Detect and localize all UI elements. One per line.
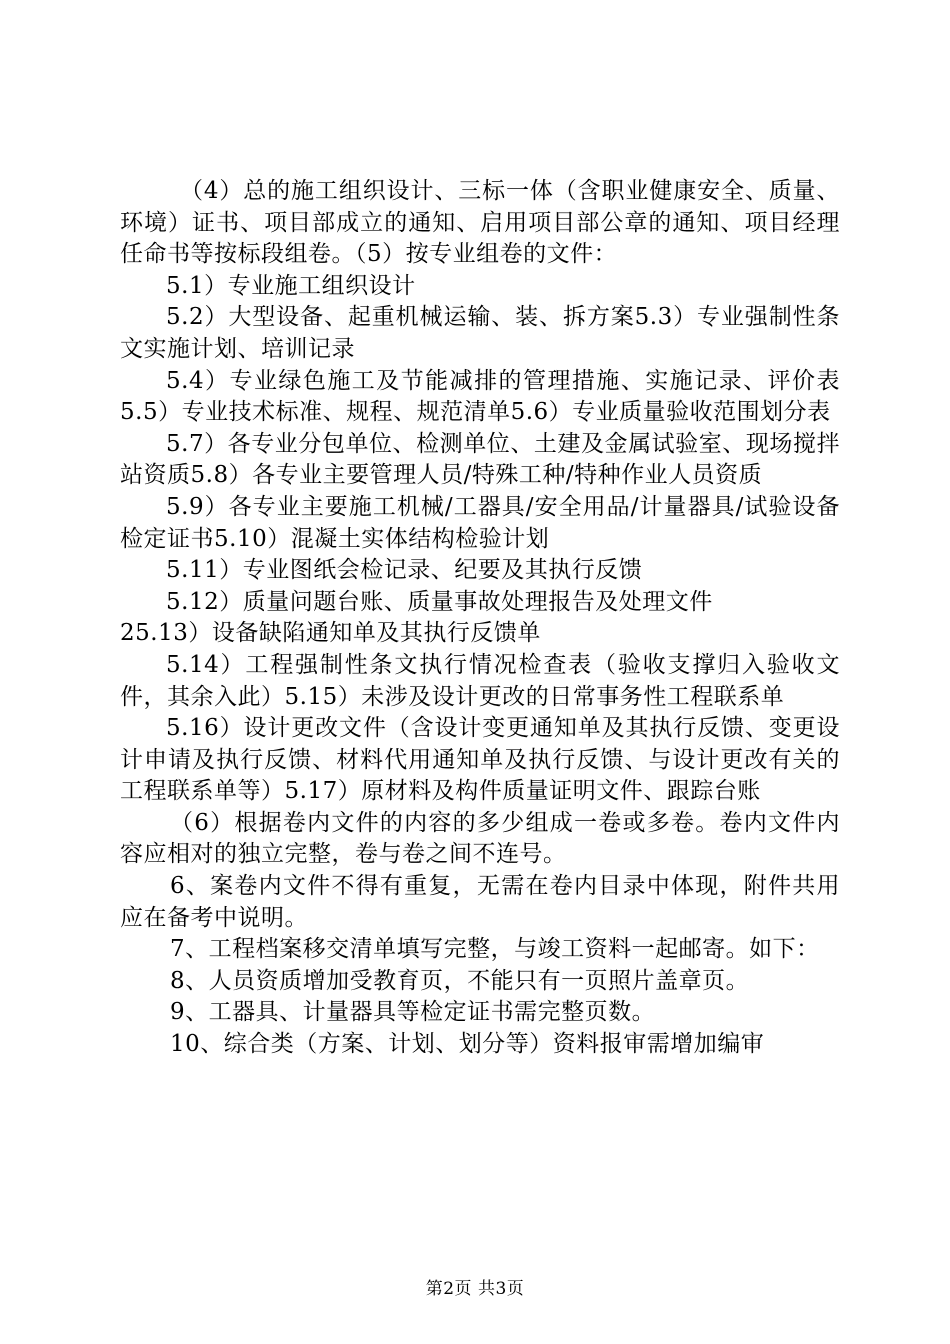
paragraph-item-5-14: 5.14）工程强制性条文执行情况检查表（验收支撑归入验收文件，其余入此）5.15）未涉及设计更改的日常事务性工程联系单: [120, 651, 840, 710]
paragraph-point-9: 9、工器具、计量器具等检定证书需完整页数。: [170, 999, 656, 1026]
paragraph-point-8: 8、人员资质增加受教育页，不能只有一页照片盖章页。: [170, 967, 750, 994]
paragraph-point-10: 10、综合类（方案、计划、划分等）资料报审需增加编审: [170, 1031, 765, 1058]
page-number-footer: 第2页 共3页: [425, 1279, 525, 1299]
document-body: [120, 176, 840, 1061]
paragraph-item-5-7: 5.7）各专业分包单位、检测单位、土建及金属试验室、现场搅拌站资质5.8）各专业主要管理人员/特殊工种/特种作业人员资质: [120, 430, 840, 489]
paragraph-item-5-13: 25.13）设备缺陷通知单及其执行反馈单: [120, 620, 541, 647]
paragraph-item-5-9: 5.9）各专业主要施工机械/工器具/安全用品/计量器具/试验设备检定证书5.10）混凝土实体结构检验计划: [120, 493, 840, 552]
paragraph-item-5-1: 5.1）专业施工组织设计: [166, 272, 416, 299]
paragraph-item-5-11: 5.11）专业图纸会检记录、纪要及其执行反馈: [166, 557, 643, 584]
paragraph-item-5-12: 5.12）质量问题台账、质量事故处理报告及处理文件: [166, 588, 713, 615]
paragraph-item-5-16: 5.16）设计更改文件（含设计变更通知单及其执行反馈、变更设计申请及执行反馈、材料代用通知单及执行反馈、与设计更改有关的工程联系单等）5.17）原材料及构件质量证明文件、跟踪台账: [120, 715, 840, 805]
paragraph-item-5-2: 5.2）大型设备、起重机械运输、装、拆方案5.3）专业强制性条文实施计划、培训记录: [120, 304, 840, 362]
paragraph-point-7: 7、工程档案移交清单填写完整，与竣工资料一起邮寄。如下：: [170, 936, 820, 963]
paragraph-section-4: （4）总的施工组织设计、三标一体（含职业健康安全、质量、环境）证书、项目部成立的通知、启用项目部公章的通知、项目经理任命书等按标段组卷。（5）按专业组卷的文件：: [120, 178, 840, 268]
paragraph-point-6: 6、案卷内文件不得有重复，无需在卷内目录中体现，附件共用应在备考中说明。: [120, 873, 840, 931]
paragraph-section-6: （6）根据卷内文件的内容的多少组成一卷或多卷。卷内文件内容应相对的独立完整，卷与卷之间不连号。: [120, 809, 840, 868]
paragraph-item-5-4: 5.4）专业绿色施工及节能减排的管理措施、实施记录、评价表5.5）专业技术标准、规程、规范清单5.6）专业质量验收范围划分表: [120, 367, 840, 426]
